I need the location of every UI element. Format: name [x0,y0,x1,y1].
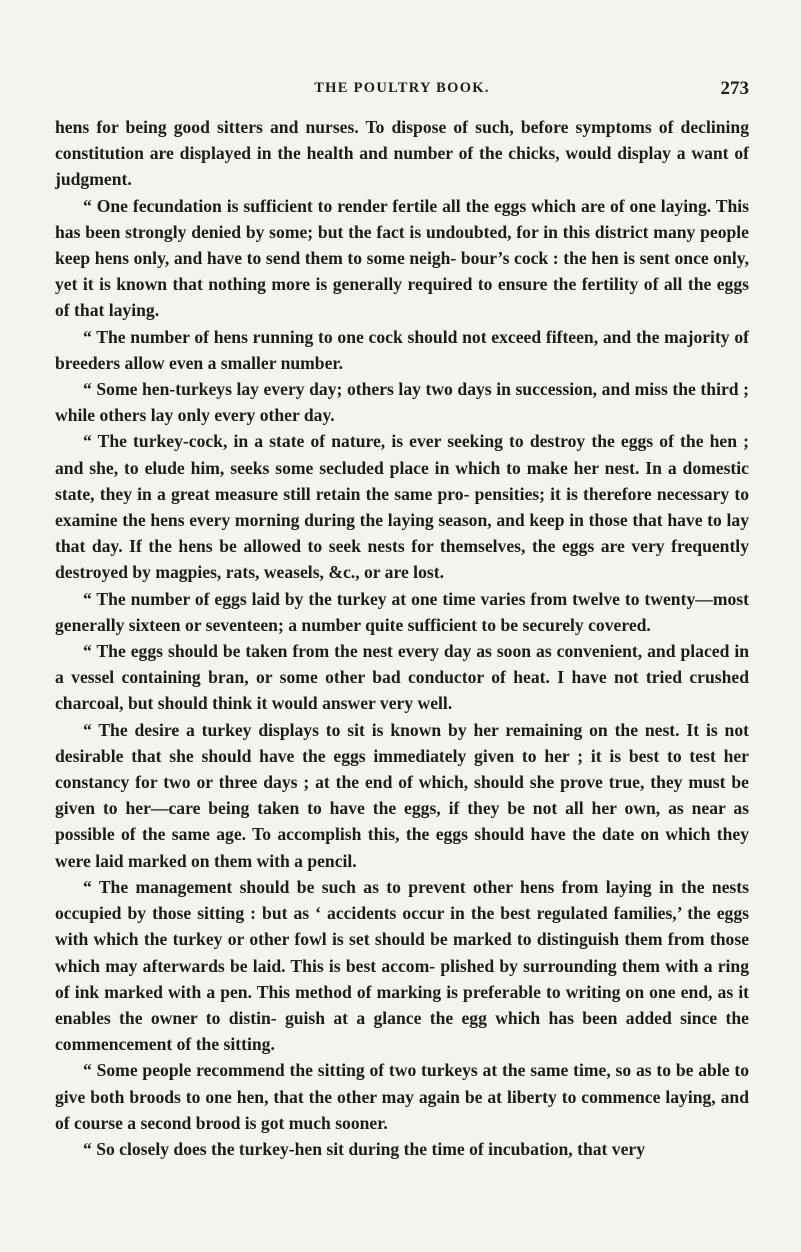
paragraph-continued: hens for being good sitters and nurses. To dispose of such, before symptoms of declining constitution are displayed in the health and number of the chicks, would display a want of judgment. [55,117,749,190]
paragraph-marking-eggs: “ The management should be such as to prevent other hens from laying in the nests occupied by those sitting : but as ‘ accidents occur in the best regulated families,’ the eggs with which the turkey or other fowl is set should be marked to distinguish them from those which may afterwards be laid. This is best accom- plished by surrounding them with a ring of ink marked with a pen. This method of marking is preferable to writing on one end, as it enables the owner to distin- guish at a glance the egg which has been added since the commencement of the sitting. [55,876,749,1055]
paragraph-egg-storage: “ The eggs should be taken from the nest every day as soon as convenient, and placed in a vessel containing bran, or some other bad conductor of heat. I have not tried crushed charcoal, but should think it would answer very well. [55,641,749,714]
paragraph-incubation: “ So closely does the turkey-hen sit during the time of incubation, that very [83,1138,646,1159]
body-text [55,114,749,1162]
page-number: 273 [720,78,749,99]
paragraph-fecundation: “ One fecundation is sufficient to render fertile all the eggs which are of one laying. This has been strongly denied by some; but the fact is undoubted, for in this district many people keep hens only, and have to send them to some neigh- bour’s cock : the hen is sent once only, yet it is known that nothing more is generally required to ensure the fertility of all the eggs of that laying. [55,195,749,321]
paragraph-laying-frequency: “ Some hen-turkeys lay every day; others lay two days in succession, and miss the third ; while others lay only every other day. [55,379,749,426]
paragraph-number-of-eggs: “ The number of eggs laid by the turkey at one time varies from twelve to twenty—most generally sixteen or seventeen; a number quite sufficient to be securely covered. [55,588,749,635]
paragraph-turkey-cock: “ The turkey-cock, in a state of nature, is ever seeking to destroy the eggs of the hen ; and she, to elude him, seeks some secluded place in which to make her nest. In a domestic state, they in a great measure still retain the same pro- pensities; it is therefore necessary to examine the hens every morning during the laying season, and keep in those that have to lay that day. If the hens be allowed to seek nests for themselves, the eggs are very frequently destroyed by magpies, rats, weasels, &c., or are lost. [55,431,749,583]
running-header [55,78,749,102]
paragraph-two-turkeys: “ Some people recommend the sitting of two turkeys at the same time, so as to be able to give both broods to one hen, that the other may again be at liberty to commence laying, and of course a second brood is got much sooner. [55,1060,749,1133]
running-title: THE POULTRY BOOK. [314,80,490,96]
paragraph-hens-per-cock: “ The number of hens running to one cock should not exceed fifteen, and the majority of breeders allow even a smaller number. [55,326,749,373]
paragraph-desire-to-sit: “ The desire a turkey displays to sit is known by her remaining on the nest. It is not desirable that she should have the eggs immediately given to her ; it is best to test her constancy for two or three days ; at the end of which, should she prove true, they must be given to her—care being taken to have the eggs, if they be not all her own, as near as possible of the same age. To accomplish this, the eggs should have the date on which they were laid marked on them with a pencil. [55,719,749,871]
